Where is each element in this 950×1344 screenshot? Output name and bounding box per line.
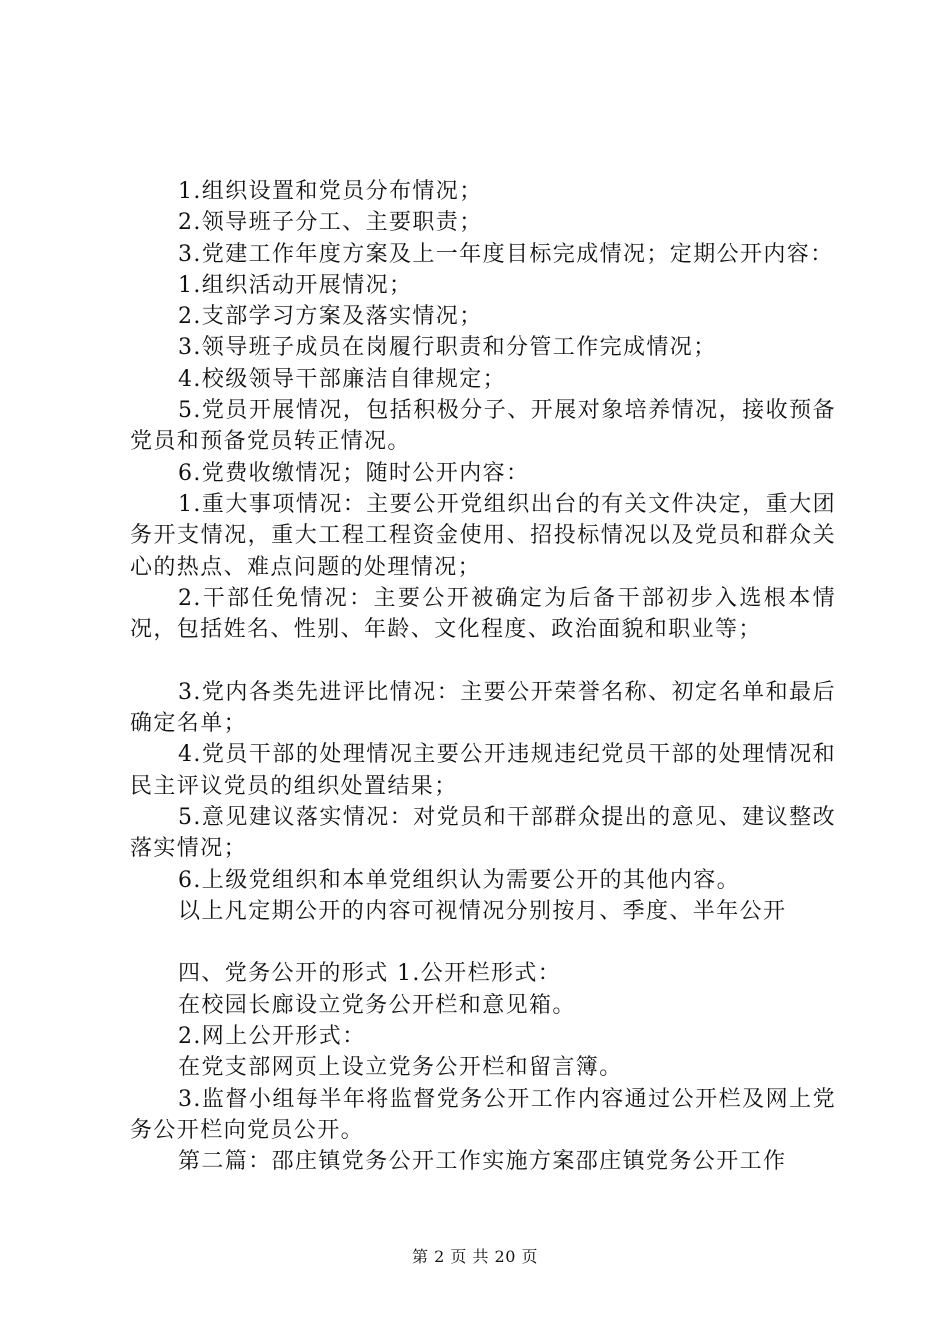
paragraph: 2.支部学习方案及落实情况；: [178, 304, 483, 330]
paragraph: 以上凡定期公开的内容可视情况分别按月、季度、半年公开: [178, 898, 787, 924]
paragraph: 6.党费收缴情况；随时公开内容：: [178, 460, 530, 486]
paragraph: 1.组织活动开展情况；: [178, 272, 413, 298]
document-body: [130, 176, 836, 1178]
paragraph: 3.党内各类先进评比情况：主要公开荣誉名称、初定名单和最后确定名单；: [130, 679, 836, 737]
paragraph: 3.监督小组每半年将监督党务公开工作内容通过公开栏及网上党务公开栏向党员公开。: [130, 1086, 836, 1143]
page-footer: 第 2 页 共 20 页: [412, 1247, 538, 1266]
paragraph: 在党支部网页上设立党务公开栏和留言簿。: [178, 1055, 623, 1081]
paragraph: 2.干部任免情况：主要公开被确定为后备干部初步入选根本情况，包括姓名、性别、年龄、文化程度、政治面貌和职业等；: [130, 585, 836, 643]
blank-line: [130, 645, 836, 676]
paragraph: 在校园长廊设立党务公开栏和意见箱。: [178, 992, 576, 1018]
section-heading: 四、党务公开的形式 1.公开栏形式：: [178, 961, 562, 987]
paragraph: 3.领导班子成员在岗履行职责和分管工作完成情况；: [178, 335, 717, 361]
paragraph: 4.党员干部的处理情况主要公开违规违纪党员干部的处理情况和民主评议党员的组织处置结果；: [130, 742, 836, 799]
paragraph: 5.意见建议落实情况：对党员和干部群众提出的意见、建议整改落实情况；: [130, 804, 836, 862]
paragraph: 1.重大事项情况：主要公开党组织出台的有关文件决定，重大团务开支情况，重大工程工程资金使用、招投标情况以及党员和群众关心的热点、难点问题的处理情况；: [130, 491, 836, 580]
paragraph: 4.校级领导干部廉洁自律规定；: [178, 366, 506, 392]
paragraph: 1.组织设置和党员分布情况；: [178, 179, 483, 204]
paragraph: 5.党员开展情况，包括积极分子、开展对象培养情况，接收预备党员和预备党员转正情况。: [130, 398, 836, 455]
blank-line: [130, 927, 836, 958]
paragraph: 2.网上公开形式：: [178, 1024, 366, 1050]
paragraph: 2.领导班子分工、主要职责；: [178, 210, 483, 236]
paragraph: 6.上级党组织和本单党组织认为需要公开的其他内容。: [178, 867, 740, 893]
paragraph: 3.党建工作年度方案及上一年度目标完成情况；定期公开内容：: [178, 241, 834, 267]
paragraph: 第二篇：邵庄镇党务公开工作实施方案邵庄镇党务公开工作: [178, 1149, 787, 1175]
